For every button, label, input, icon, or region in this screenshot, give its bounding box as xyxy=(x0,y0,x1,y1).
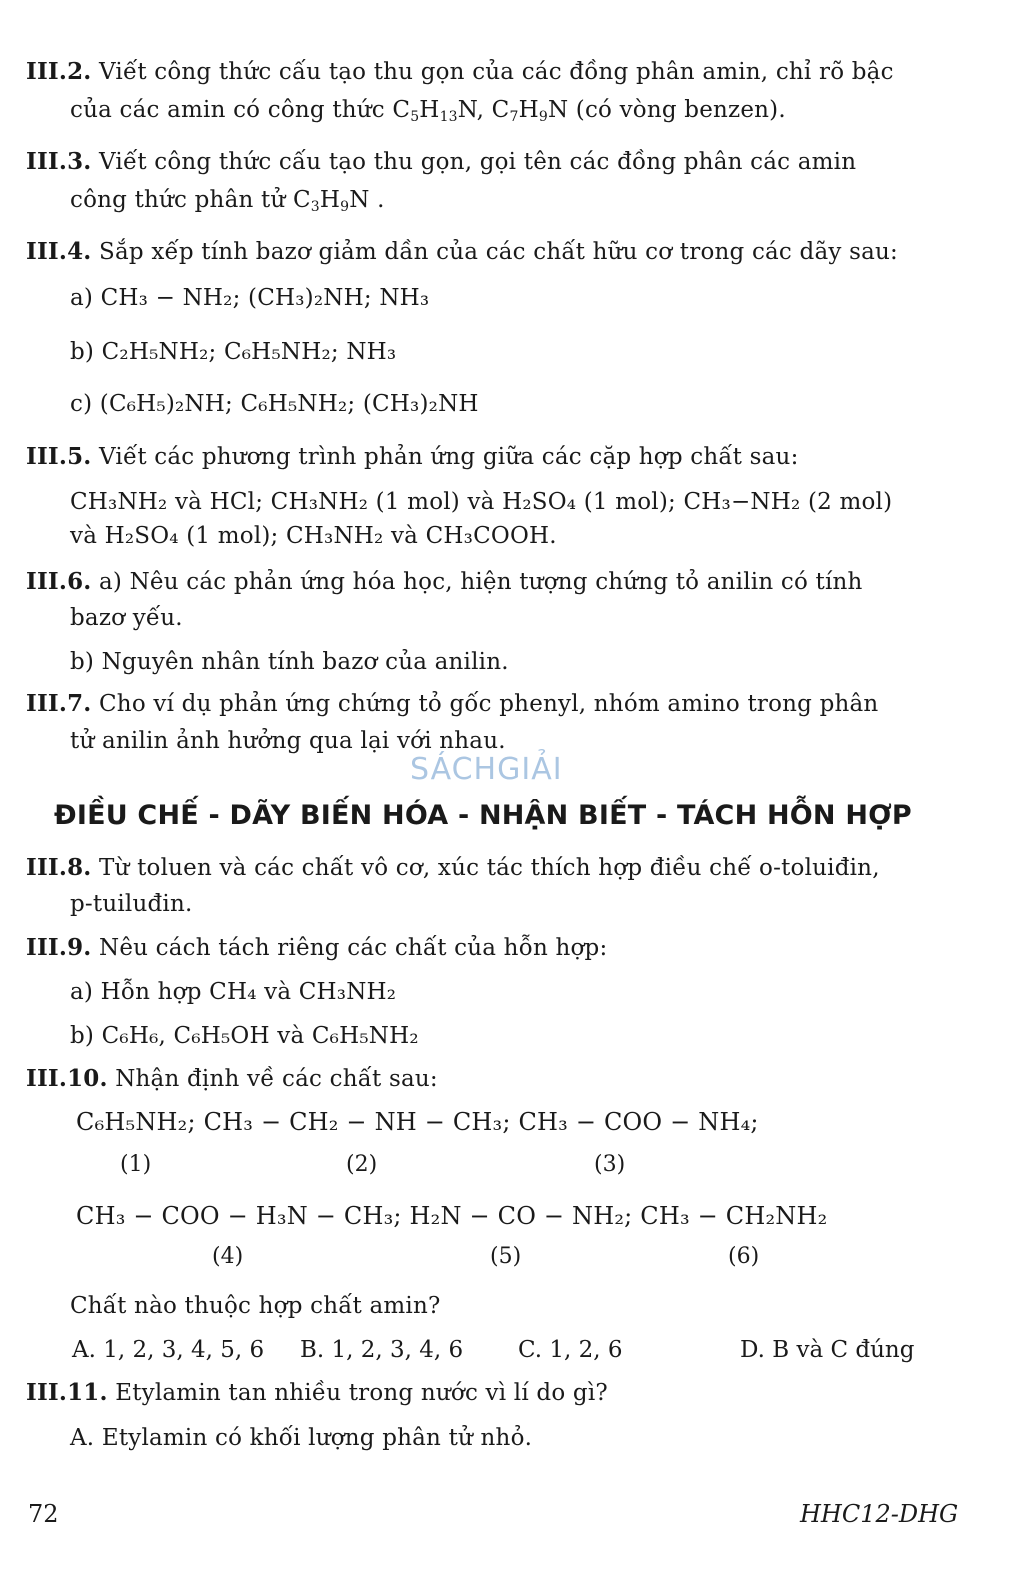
q7-number: III.7. xyxy=(26,690,92,717)
q2-line-1 xyxy=(26,56,1024,88)
q4-text-1: Sắp xếp tính bazơ giảm dần của các chất hữu cơ trong các dãy sau: xyxy=(91,239,898,265)
q5-number: III.5. xyxy=(26,443,92,470)
q10-label-5: (5) xyxy=(490,1244,522,1269)
q8-number: III.8. xyxy=(26,854,92,881)
sub: 5 xyxy=(410,109,420,125)
q3-text-2b: H xyxy=(319,187,341,213)
q9-line-1 xyxy=(26,932,1024,964)
q10-label-6: (6) xyxy=(728,1244,760,1269)
q10-option-a: A. 1, 2, 3, 4, 5, 6 xyxy=(72,1337,265,1363)
q10-label-1: (1) xyxy=(120,1152,152,1177)
q11-text-1: Etylamin tan nhiều trong nước vì lí do gì? xyxy=(107,1380,608,1406)
q10-question: Chất nào thuộc hợp chất amin? xyxy=(70,1293,441,1319)
q8-text-1: Từ toluen và các chất vô cơ, xúc tác thích hợp điều chế o-toluiđin, xyxy=(91,855,880,881)
q5-text-1: Viết các phương trình phản ứng giữa các cặp hợp chất sau: xyxy=(91,444,799,470)
q4-item-b: b) C₂H₅NH₂; C₆H₅NH₂; NH₃ xyxy=(70,339,397,365)
q7-line-2: tử anilin ảnh hưởng qua lại với nhau. xyxy=(70,728,506,754)
q10-formula-row-2: CH₃ − COO − H₃N − CH₃; H₂N − CO − NH₂; CH₃ − CH₂NH₂ xyxy=(76,1202,828,1230)
q2-text-2e: N (có vòng benzen). xyxy=(547,97,786,123)
q9-number: III.9. xyxy=(26,934,92,961)
q2-text-2a: của các amin có công thức C xyxy=(70,97,411,123)
q2-text-2b: H xyxy=(419,97,440,123)
q3-text-2a: công thức phân tử C xyxy=(70,187,311,213)
sub: 3 xyxy=(310,199,320,215)
q10-option-c: C. 1, 2, 6 xyxy=(518,1337,623,1363)
sub: 13 xyxy=(439,109,458,125)
q3-number: III.3. xyxy=(26,148,92,175)
q10-option-d: D. B và C đúng xyxy=(740,1337,915,1363)
q5-line-1 xyxy=(26,441,1024,473)
q8-line-1 xyxy=(26,852,1024,884)
q2-number: III.2. xyxy=(26,58,92,85)
q6-text-1: a) Nêu các phản ứng hóa học, hiện tượng chứng tỏ anilin có tính xyxy=(91,569,863,595)
q3-text-2c: N . xyxy=(349,187,385,213)
q2-line-2 xyxy=(70,94,1024,126)
q9-item-a: a) Hỗn hợp CH₄ và CH₃NH₂ xyxy=(70,979,397,1005)
watermark-logo: SÁCHGIẢI xyxy=(410,752,563,787)
q11-number: III.11. xyxy=(26,1379,108,1406)
q11-line-1 xyxy=(26,1377,1024,1409)
q11-option-a: A. Etylamin có khối lượng phân tử nhỏ. xyxy=(70,1425,533,1451)
q2-text-2c: N, C xyxy=(457,97,510,123)
q3-text-1: Viết công thức cấu tạo thu gọn, gọi tên các đồng phân các amin xyxy=(91,149,857,175)
q4-number: III.4. xyxy=(26,238,92,265)
q9-item-b: b) C₆H₆, C₆H₅OH và C₆H₅NH₂ xyxy=(70,1023,419,1049)
q10-text-1: Nhận định về các chất sau: xyxy=(107,1066,438,1092)
q7-text-1: Cho ví dụ phản ứng chứng tỏ gốc phenyl, nhóm amino trong phân xyxy=(91,691,879,717)
q9-text-1: Nêu cách tách riêng các chất của hỗn hợp: xyxy=(91,935,608,961)
q2-text-1: Viết công thức cấu tạo thu gọn của các đồng phân amin, chỉ rõ bậc xyxy=(91,59,894,85)
sub: 7 xyxy=(509,109,519,125)
q5-line-2: CH₃NH₂ và HCl; CH₃NH₂ (1 mol) và H₂SO₄ (1 mol); CH₃−NH₂ (2 mol) xyxy=(70,489,893,515)
book-code: HHC12-DHG xyxy=(800,1500,959,1528)
sub: 9 xyxy=(340,199,350,215)
q6-line-3: b) Nguyên nhân tính bazơ của anilin. xyxy=(70,649,509,675)
q2-text-2d: H xyxy=(518,97,539,123)
q3-line-1 xyxy=(26,146,1024,178)
q6-number: III.6. xyxy=(26,568,92,595)
q10-option-b: B. 1, 2, 3, 4, 6 xyxy=(300,1337,464,1363)
q10-formula-row-1: C₆H₅NH₂; CH₃ − CH₂ − NH − CH₃; CH₃ − COO − NH₄; xyxy=(76,1108,759,1136)
page-number: 72 xyxy=(28,1500,59,1528)
q6-line-1 xyxy=(26,566,1024,598)
q4-item-a: a) CH₃ − NH₂; (CH₃)₂NH; NH₃ xyxy=(70,285,430,311)
section-heading: ĐIỀU CHẾ - DÃY BIẾN HÓA - NHẬN BIẾT - TÁCH HỖN HỢP xyxy=(54,800,912,831)
q6-line-2: bazơ yếu. xyxy=(70,605,183,631)
q10-label-3: (3) xyxy=(594,1152,626,1177)
q7-line-1 xyxy=(26,688,1024,720)
q5-line-3: và H₂SO₄ (1 mol); CH₃NH₂ và CH₃COOH. xyxy=(70,523,557,549)
q10-label-2: (2) xyxy=(346,1152,378,1177)
q4-item-c: c) (C₆H₅)₂NH; C₆H₅NH₂; (CH₃)₂NH xyxy=(70,391,479,417)
q10-number: III.10. xyxy=(26,1065,108,1092)
sub: 9 xyxy=(538,109,548,125)
q10-label-4: (4) xyxy=(212,1244,244,1269)
q10-line-1 xyxy=(26,1063,1024,1095)
q4-line-1 xyxy=(26,236,1024,268)
q8-line-2: p-tuiluđin. xyxy=(70,891,193,917)
q3-line-2 xyxy=(70,184,1024,216)
